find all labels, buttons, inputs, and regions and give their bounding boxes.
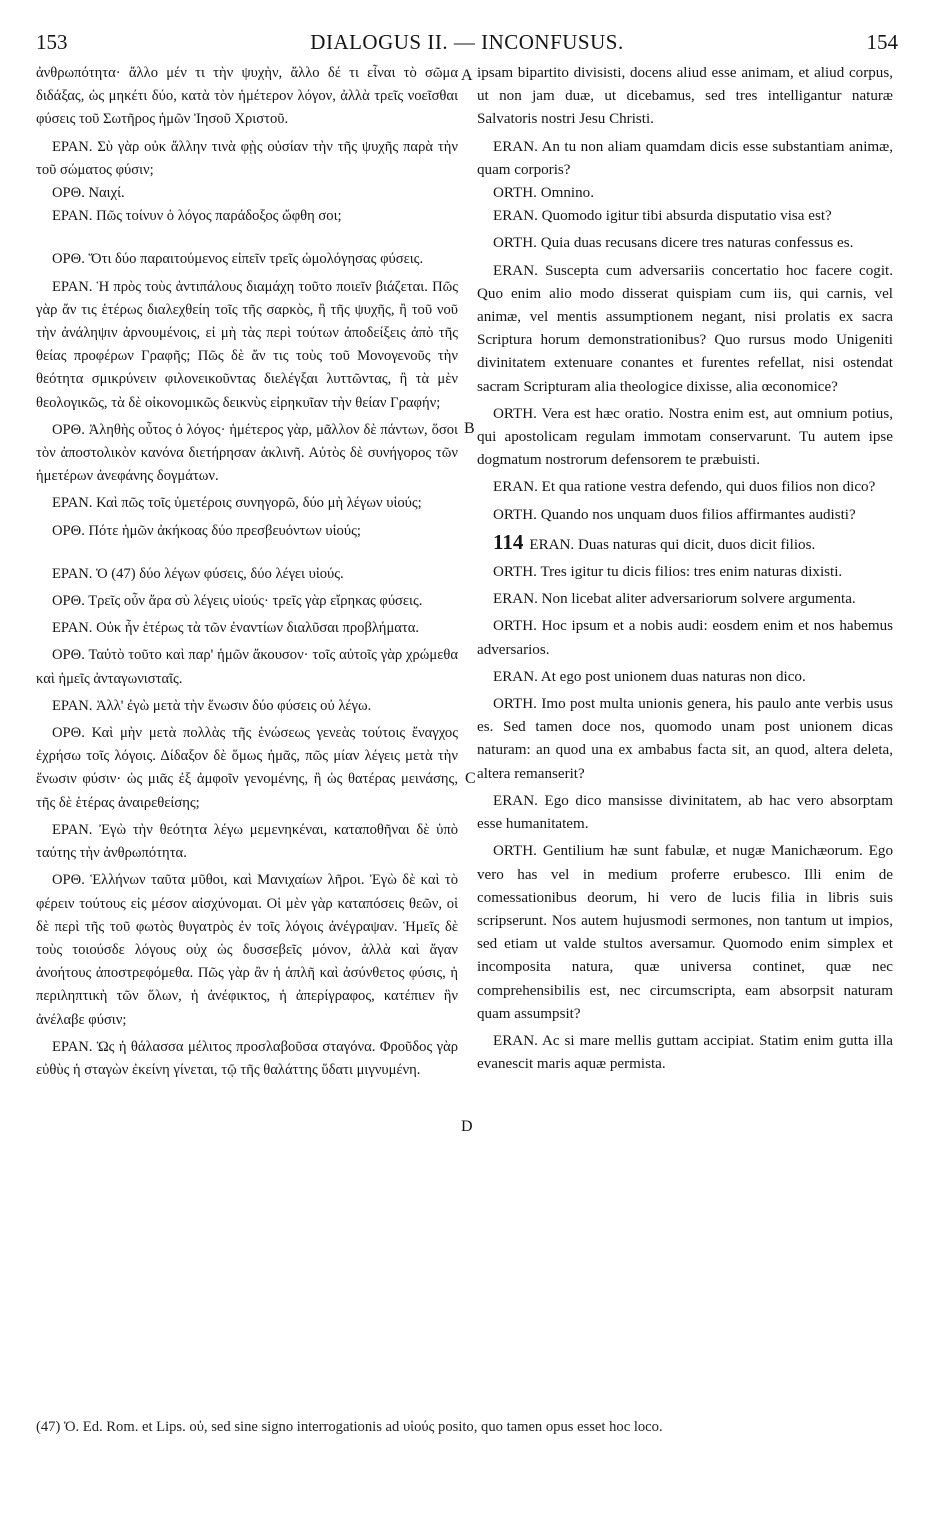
latin-column <box>477 62 893 1076</box>
footnote: (47) Ὁ. Ed. Rom. et Lips. οὐ, sed sine signo interrogationis ad υἱούς posito, quo tamen opus esset hoc loco. <box>36 1419 663 1435</box>
latin-paragraph: ERAN. Quomodo igitur tibi absurda disputatio visa est? <box>493 208 832 225</box>
latin-paragraph: ERAN. Suscepta cum adversariis concertatio hoc facere cogit. Quo enim alio modo disserat quispiam cum iis, qui carnis, vel animæ, vel mentis assumptionem negant, nisi prolatis ex sacra Scriptura horum demonstrationibus? Quo rursus modo Unigeniti divinitatem extenuare conantes et furentes refellat, nisi ostendat sacram Scripturam alia theologice dixisse, alia œconomice? <box>477 262 893 395</box>
latin-paragraph: ERAN. Non licebat aliter adversariorum solvere argumenta. <box>493 591 856 608</box>
latin-paragraph: ORTH. Imo post multa unionis genera, his paulo ante verbis usus es. Sed tamen doce nos, quomodo unam post unionem dicas naturam: an quod una ex ambabus facta sit, an quod, altera deleta, altera remanserit? <box>477 696 893 782</box>
greek-paragraph: ΟΡΘ. Ἀληθὴς οὗτος ὁ λόγος· ἡμέτερος γὰρ, μᾶλλον δὲ πάντων, ὅσοι τὸν ἀποστολικὸν κανόνα διετήρησαν ἀκλινῆ. Αὐτὸς δὲ συνήγορος τῶν ἡμετέρων ἀνεφάνης δογμάτων. <box>36 421 458 485</box>
latin-paragraph: ERAN. An tu non aliam quamdam dicis esse substantiam animæ, quam corporis? <box>477 138 893 178</box>
page-header <box>36 30 898 58</box>
page-number-right: 154 <box>866 30 898 54</box>
latin-paragraph: ERAN. Ego dico mansisse divinitatem, ab hac vero absorptam esse humanitatem. <box>477 792 893 833</box>
greek-paragraph: ΕΡΑΝ. Ἡ πρὸς τοὺς ἀντιπάλους διαμάχη τοῦτο ποιεῖν βιάζεται. Πῶς γὰρ ἄν τις ἑτέρως διαλεχθείη τοῖς τῆς σαρκὸς, ἢ τῆς ψυχῆς, ἢ τοῦ νοῦ τὴν ἀνάληψιν ἀρνουμένοις, εἰ μὴ τὰς περὶ τούτων ἀποδείξεις ἀπὸ τῆς θείας προφέρων Γραφῆς; Πῶς δὲ ἄν τις τοὺς τοῦ Μονογενοῦς τὴν θεότητα σμικρύνειν φιλονεικοῦντας διελέγξαι λυττῶντας, ἢ τὰ μὲν θεολογικῶς, τὰ δὲ οἰκονομικῶς δεικνὺς εἰρηκυῖαν τὴν θείαν Γραφήν; <box>36 278 458 411</box>
greek-paragraph: ΕΡΑΝ. Ἀλλ' ἐγὼ μετὰ τὴν ἕνωσιν δύο φύσεις οὐ λέγω. <box>52 697 372 714</box>
greek-paragraph: ΕΡΑΝ. Οὐκ ἦν ἑτέρως τὰ τῶν ἐναντίων διαλῦσαι προβλήματα. <box>52 620 420 637</box>
greek-column <box>36 62 458 1082</box>
greek-paragraph: ΕΡΑΝ. Σὺ γὰρ οὐκ ἄλλην τινὰ φῂς οὐσίαν τὴν τῆς ψυχῆς παρὰ τὴν τοῦ σώματος φύσιν; <box>36 138 458 178</box>
latin-paragraph: ORTH. Quia duas recusans dicere tres naturas confessus es. <box>493 235 854 252</box>
latin-paragraph: ipsam bipartito divisisti, docens aliud esse animam, et aliud corpus, ut non jam duæ, ut dicebamus, sed tres intelligantur naturæ Salvatoris nostri Jesu Christi. <box>477 65 893 128</box>
latin-paragraph: ORTH. Gentilium hæ sunt fabulæ, et nugæ Manichæorum. Ego vero has vel in medium proferre erubesco. Illi enim de comessationibus deorum, hi vero de lucis filia in libris suis scripserunt. Nos autem hujusmodi sermones, non tantum ut impios, sed etiam ut valde stultos aversamur. Quomodo enim simplex et incomposita natura, quæ universa continet, quæ nec comprehensibilis est, nec circumscripta, eam absorpsit naturam quam assumpsit? <box>477 843 893 1022</box>
greek-paragraph: ΕΡΑΝ. Ὡς ἡ θάλασσα μέλιτος προσλαβοῦσα σταγόνα. Φροῦδος γὰρ εὐθὺς ἡ σταγὼν ἐκείνη γίνεται, τῷ τῆς θαλάττης ὕδατι μιγνυμένη. <box>36 1038 458 1078</box>
latin-paragraph: ERAN. Et qua ratione vestra defendo, qui duos filios non dico? <box>493 479 876 496</box>
latin-paragraph: ERAN. Ac si mare mellis guttam accipiat. Statim enim gutta illa evanescit maris aquæ permista. <box>477 1032 893 1073</box>
greek-paragraph: ΟΡΘ. Πότε ἡμῶν ἀκήκοας δύο πρεσβευόντων υἱούς; <box>52 522 361 539</box>
margin-letter-d: D <box>461 1118 473 1135</box>
greek-paragraph: ΟΡΘ. Τρεῖς οὖν ἄρα σὺ λέγεις υἱούς· τρεῖς γὰρ εἴρηκας φύσεις. <box>52 593 423 610</box>
greek-paragraph: ΕΡΑΝ. Καὶ πῶς τοῖς ὑμετέροις συνηγορῶ, δύο μὴ λέγων υἱούς; <box>52 495 422 512</box>
latin-paragraph <box>477 531 893 557</box>
margin-letter-c: C <box>465 770 476 787</box>
greek-paragraph: ΟΡΘ. Ταὐτὸ τοῦτο καὶ παρ' ἡμῶν ἄκουσον· τοῖς αὐτοῖς γὰρ χρώμεθα καὶ ἡμεῖς ἀνταγωνισταῖς. <box>36 647 458 687</box>
page-number-left: 153 <box>36 30 68 54</box>
latin-paragraph: ORTH. Hoc ipsum et a nobis audi: eosdem enim et nos habemus adversarios. <box>477 618 893 658</box>
margin-letter-a: A <box>461 67 473 84</box>
latin-paragraph: ORTH. Tres igitur tu dicis filios: tres enim naturas dixisti. <box>493 564 843 581</box>
running-title: DIALOGUS II. — INCONFUSUS. <box>310 30 624 54</box>
latin-paragraph: ERAN. At ego post unionem duas naturas non dico. <box>493 668 806 685</box>
greek-paragraph: ΟΡΘ. Ἑλλήνων ταῦτα μῦθοι, καὶ Μανιχαίων λῆροι. Ἐγὼ δὲ καὶ τὸ φέρειν τούτους εἰς μέσον αἰσχύνομαι. Οἱ μὲν γὰρ καταπόσεις θεῶν, οἱ δὲ περὶ τῆς τοῦ φωτὸς θυγατρὸς ἐν τοῖς λόγοις ἀνέγραψαν. Ἡμεῖς δὲ τοὺς τοιούσδε λόγους οὐχ ὡς δυσσεβεῖς μόνον, ἀλλὰ καὶ ἄγαν ἀνοήτους ἀποστρεφόμεθα. Πῶς γὰρ ἂν ἡ ἁπλῆ καὶ ἀσύνθετος φύσις, ἡ περιληπτικὴ τῶν ὅλων, ἡ ἀνέφικτος, ἡ ἀπερίγραφος, κατέπιεν ἣν ἀνέλαβε φύσιν; <box>36 872 458 1028</box>
greek-paragraph: ΟΡΘ. Ὅτι δύο παραιτούμενος εἰπεῖν τρεῖς ὡμολόγησας φύσεις. <box>52 251 424 268</box>
greek-paragraph: ΟΡΘ. Καὶ μὴν μετὰ πολλὰς τῆς ἑνώσεως γενεὰς τούτοις ἔναγχος ἐχρήσω τοῖς λόγοις. Δίδαξον δὲ ὅμως ἡμᾶς, πῶς μίαν λέγεις μετὰ τὴν ἕνωσιν φύσιν· ὡς μιᾶς ἐξ ἀμφοῖν γενομένης, ἢ ὡς θατέρας μεινάσης, τῆς δὲ ἑτέρας ἀναιρεθείσης; <box>36 725 458 811</box>
greek-paragraph: ΕΡΑΝ. Ἐγὼ τὴν θεότητα λέγω μεμενηκέναι, καταποθῆναι δὲ ὑπὸ ταύτης τὴν ἀνθρωπότητα. <box>36 821 458 862</box>
greek-paragraph: ΕΡΑΝ. Ὁ (47) δύο λέγων φύσεις, δύο λέγει υἱούς. <box>52 565 344 582</box>
latin-paragraph-text: ERAN. Duas naturas qui dicit, duos dicit filios. <box>529 536 816 553</box>
greek-paragraph: ἀνθρωπότητα· ἄλλο μέν τι τὴν ψυχὴν, ἄλλο δέ τι εἶναι τὸ σῶμα διδάξας, ὡς μηκέτι δύο, κατὰ τὸν ἡμέτερον λόγον, ἀλλὰ τρεῖς νοεῖσθαι φύσεις τοῦ Σωτῆρος ἡμῶν Ἰησοῦ Χριστοῦ. <box>36 65 458 128</box>
latin-paragraph: ORTH. Quando nos unquam duos filios affirmantes audisti? <box>493 506 856 523</box>
latin-paragraph: ORTH. Omnino. <box>493 185 594 202</box>
section-number: 114 <box>493 529 524 554</box>
greek-paragraph: ΟΡΘ. Ναιχί. <box>52 185 125 202</box>
latin-paragraph: ORTH. Vera est hæc oratio. Nostra enim est, aut omnium potius, qui apostolicam regulam immotam conservarunt. Tu autem ipse dogmatum nostrorum defensorem te præbuisti. <box>477 405 893 469</box>
margin-letter-b: B <box>464 420 475 437</box>
greek-paragraph: ΕΡΑΝ. Πῶς τοίνυν ὁ λόγος παράδοξος ὤφθη σοι; <box>52 208 342 225</box>
